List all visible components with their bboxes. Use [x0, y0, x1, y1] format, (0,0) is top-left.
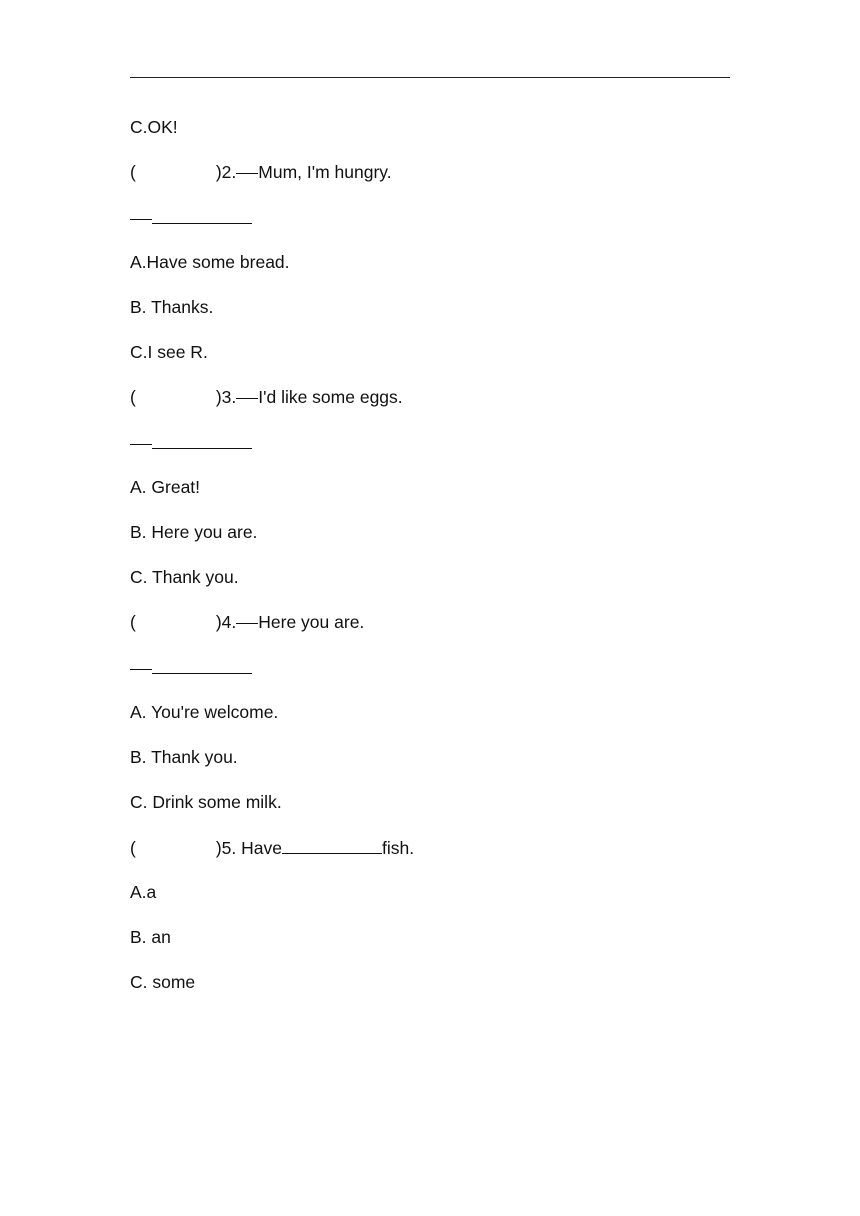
question-3: [130, 385, 730, 430]
dialogue-dash: [236, 398, 258, 399]
option-c: C. Drink some milk.: [130, 792, 282, 812]
question-prompt-after: fish.: [381, 838, 415, 858]
dialogue-dash: [130, 444, 152, 445]
option-b: B. Thank you.: [130, 747, 238, 767]
paren-open: (: [130, 162, 136, 182]
question-prompt: I'd like some eggs.: [258, 387, 403, 407]
option-a: A.Have some bread.: [130, 252, 290, 272]
dialogue-dash: [130, 219, 152, 220]
paren-close: ): [215, 162, 222, 182]
previous-option-c: C.OK!: [130, 117, 178, 137]
response-line-2: [130, 205, 730, 250]
question-prompt-before: Have: [236, 838, 282, 858]
option-c: C. Thank you.: [130, 567, 239, 587]
question-4: [130, 610, 730, 655]
paren-open: (: [130, 838, 136, 858]
paren-close: ): [215, 838, 222, 858]
question-number: 4.: [221, 612, 237, 632]
paren-close: ): [215, 612, 222, 632]
option-a: A. Great!: [130, 477, 201, 497]
question-number: 3.: [221, 387, 237, 407]
option-c: C. some: [130, 972, 196, 992]
question-prompt: Here you are.: [258, 612, 365, 632]
response-line-4: [130, 655, 730, 700]
option-a: A.a: [130, 882, 157, 902]
response-blank-2[interactable]: [152, 205, 252, 224]
option-c: C.I see R.: [130, 342, 208, 362]
option-b: B. an: [130, 927, 171, 947]
header-rule: [130, 77, 730, 78]
dialogue-dash: [236, 623, 258, 624]
response-blank-3[interactable]: [152, 430, 252, 449]
dialogue-dash: [130, 669, 152, 670]
worksheet-content: [130, 115, 730, 1015]
question-2: [130, 160, 730, 205]
paren-close: ): [215, 387, 222, 407]
response-line-3: [130, 430, 730, 475]
question-number: 5.: [221, 838, 237, 858]
dialogue-dash: [236, 173, 258, 174]
paren-open: (: [130, 612, 136, 632]
option-b: B. Here you are.: [130, 522, 258, 542]
paren-open: (: [130, 387, 136, 407]
question-prompt: Mum, I'm hungry.: [258, 162, 392, 182]
question-5: [130, 835, 730, 880]
question-number: 2.: [221, 162, 237, 182]
option-b: B. Thanks.: [130, 297, 214, 317]
response-blank-4[interactable]: [152, 655, 252, 674]
option-a: A. You're welcome.: [130, 702, 279, 722]
fill-in-blank-5[interactable]: [282, 835, 382, 854]
